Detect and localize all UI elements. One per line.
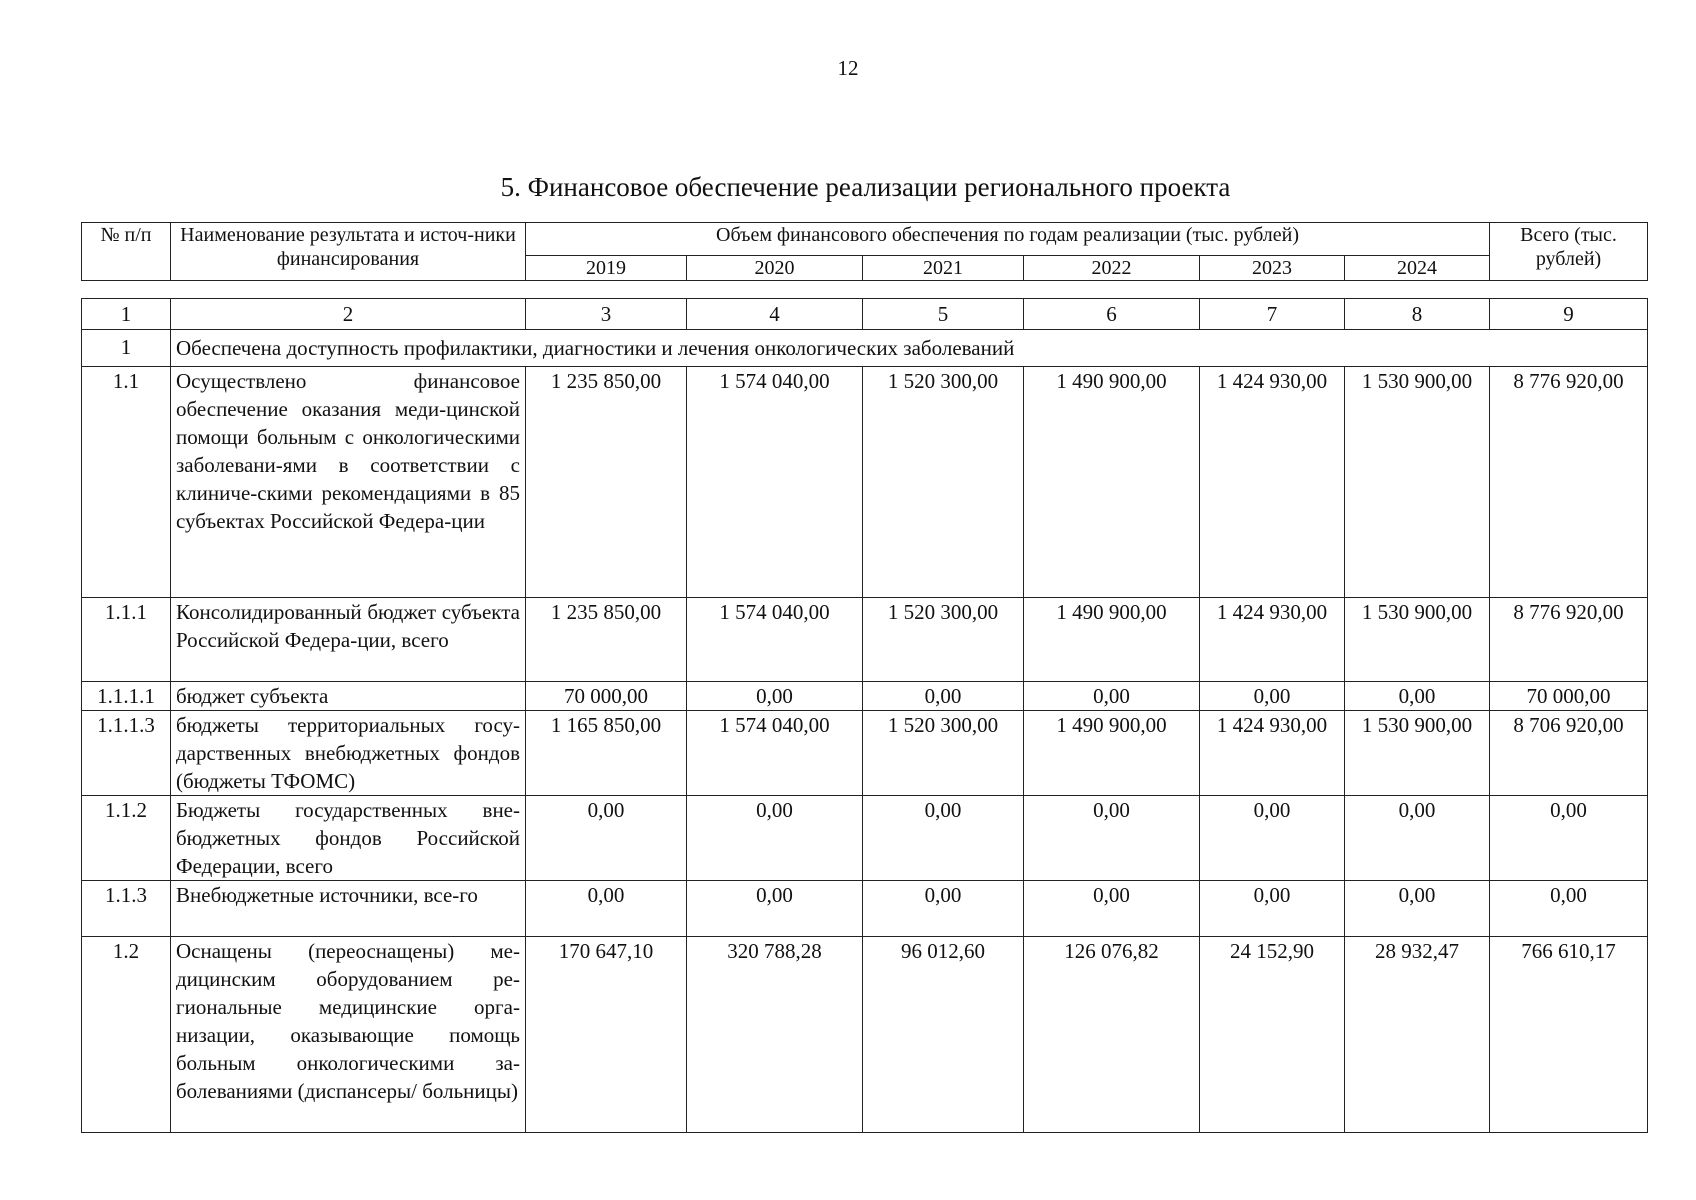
row-total: 0,00 bbox=[1490, 796, 1648, 881]
row-number: 1.1.3 bbox=[82, 881, 171, 937]
table-row bbox=[82, 937, 1648, 1133]
header-table bbox=[81, 222, 1648, 281]
column-number: 4 bbox=[687, 299, 863, 330]
row-value: 0,00 bbox=[1200, 682, 1345, 711]
row-total: 8 776 920,00 bbox=[1490, 598, 1648, 682]
row-name: бюджет субъекта bbox=[171, 682, 526, 711]
row-total: 0,00 bbox=[1490, 881, 1648, 937]
row-value: 1 520 300,00 bbox=[863, 367, 1024, 598]
header-year: 2021 bbox=[863, 256, 1024, 281]
page-number: 12 bbox=[837, 56, 859, 80]
row-value: 1 235 850,00 bbox=[526, 598, 687, 682]
row-value: 1 530 900,00 bbox=[1345, 598, 1490, 682]
row-value: 1 520 300,00 bbox=[863, 711, 1024, 796]
header-year: 2022 bbox=[1024, 256, 1200, 281]
row-name: Консолидированный бюджет субъекта Российской Федера-ции, всего bbox=[171, 598, 526, 682]
row-value: 0,00 bbox=[1345, 682, 1490, 711]
row-value: 1 424 930,00 bbox=[1200, 598, 1345, 682]
row-value: 96 012,60 bbox=[863, 937, 1024, 1133]
row-name: бюджеты территориальных госу-дарственных внебюджетных фондов (бюджеты ТФОМС) bbox=[171, 711, 526, 796]
row-value: 0,00 bbox=[1024, 881, 1200, 937]
column-number: 8 bbox=[1345, 299, 1490, 330]
table-row bbox=[82, 796, 1648, 881]
row-name: Оснащены (переоснащены) ме-дицинским оборудованием ре-гиональные медицинские орга-низации, оказывающие помощь больным онкологическими за-болеваниями (диспансеры/ больницы) bbox=[171, 937, 526, 1133]
row-value: 1 530 900,00 bbox=[1345, 711, 1490, 796]
column-number-row bbox=[82, 299, 1648, 330]
row-value: 0,00 bbox=[1345, 796, 1490, 881]
row-value: 1 574 040,00 bbox=[687, 367, 863, 598]
row-number: 1.1.1.3 bbox=[82, 711, 171, 796]
row-value: 0,00 bbox=[526, 881, 687, 937]
finance-table bbox=[81, 298, 1648, 1133]
row-value: 126 076,82 bbox=[1024, 937, 1200, 1133]
row-total: 766 610,17 bbox=[1490, 937, 1648, 1133]
column-number: 6 bbox=[1024, 299, 1200, 330]
column-number: 7 bbox=[1200, 299, 1345, 330]
row-total: 8 776 920,00 bbox=[1490, 367, 1648, 598]
header-name: Наименование результата и источ-ники финансирования bbox=[171, 223, 526, 281]
table-row bbox=[82, 598, 1648, 682]
row-value: 1 490 900,00 bbox=[1024, 598, 1200, 682]
row-value: 0,00 bbox=[687, 881, 863, 937]
row-value: 1 424 930,00 bbox=[1200, 711, 1345, 796]
row-value: 0,00 bbox=[1024, 796, 1200, 881]
row-value: 170 647,10 bbox=[526, 937, 687, 1133]
column-number: 5 bbox=[863, 299, 1024, 330]
row-number: 1.1.1 bbox=[82, 598, 171, 682]
row-value: 0,00 bbox=[526, 796, 687, 881]
row-name: Внебюджетные источники, все-го bbox=[171, 881, 526, 937]
row-total: 70 000,00 bbox=[1490, 682, 1648, 711]
row-number: 1.1.2 bbox=[82, 796, 171, 881]
row-value: 1 574 040,00 bbox=[687, 598, 863, 682]
row-total: 8 706 920,00 bbox=[1490, 711, 1648, 796]
header-total: Всего (тыс. рублей) bbox=[1490, 223, 1648, 281]
table-row bbox=[82, 367, 1648, 598]
header-num: № п/п bbox=[82, 223, 171, 281]
row-value: 1 165 850,00 bbox=[526, 711, 687, 796]
column-number: 2 bbox=[171, 299, 526, 330]
finance-table-body bbox=[82, 299, 1648, 1133]
row-name: Бюджеты государственных вне-бюджетных фондов Российской Федерации, всего bbox=[171, 796, 526, 881]
row-value: 1 530 900,00 bbox=[1345, 367, 1490, 598]
row-value: 1 490 900,00 bbox=[1024, 711, 1200, 796]
row-value: 1 490 900,00 bbox=[1024, 367, 1200, 598]
row-value: 70 000,00 bbox=[526, 682, 687, 711]
column-number: 1 bbox=[82, 299, 171, 330]
row-value: 0,00 bbox=[1200, 881, 1345, 937]
column-number: 3 bbox=[526, 299, 687, 330]
section-title: 5. Финансовое обеспечение реализации регионального проекта bbox=[500, 172, 1231, 202]
section-row bbox=[82, 330, 1648, 367]
row-name: Осуществлено финансовое обеспечение оказания меди-цинской помощи больным с онкологическими заболевани-ями в соответствии с клиниче-скими рекомендациями в 85 субъектах Российской Федера-ции bbox=[171, 367, 526, 598]
row-value: 24 152,90 bbox=[1200, 937, 1345, 1133]
row-value: 1 574 040,00 bbox=[687, 711, 863, 796]
row-value: 1 235 850,00 bbox=[526, 367, 687, 598]
row-value: 0,00 bbox=[1345, 881, 1490, 937]
section-num: 1 bbox=[82, 330, 171, 367]
row-value: 0,00 bbox=[863, 796, 1024, 881]
section-text: Обеспечена доступность профилактики, диагностики и лечения онкологических заболеваний bbox=[171, 330, 1648, 367]
row-value: 0,00 bbox=[1024, 682, 1200, 711]
row-number: 1.1.1.1 bbox=[82, 682, 171, 711]
header-volume: Объем финансового обеспечения по годам реализации (тыс. рублей) bbox=[526, 223, 1490, 256]
row-value: 0,00 bbox=[863, 881, 1024, 937]
row-value: 1 520 300,00 bbox=[863, 598, 1024, 682]
column-number: 9 bbox=[1490, 299, 1648, 330]
table-row bbox=[82, 711, 1648, 796]
row-value: 0,00 bbox=[687, 682, 863, 711]
header-year: 2023 bbox=[1200, 256, 1345, 281]
header-year: 2020 bbox=[687, 256, 863, 281]
row-value: 320 788,28 bbox=[687, 937, 863, 1133]
table-row bbox=[82, 881, 1648, 937]
row-value: 0,00 bbox=[863, 682, 1024, 711]
header-year: 2024 bbox=[1345, 256, 1490, 281]
row-value: 1 424 930,00 bbox=[1200, 367, 1345, 598]
row-value: 28 932,47 bbox=[1345, 937, 1490, 1133]
row-number: 1.2 bbox=[82, 937, 171, 1133]
row-value: 0,00 bbox=[687, 796, 863, 881]
header-year: 2019 bbox=[526, 256, 687, 281]
row-number: 1.1 bbox=[82, 367, 171, 598]
table-row bbox=[82, 682, 1648, 711]
row-value: 0,00 bbox=[1200, 796, 1345, 881]
